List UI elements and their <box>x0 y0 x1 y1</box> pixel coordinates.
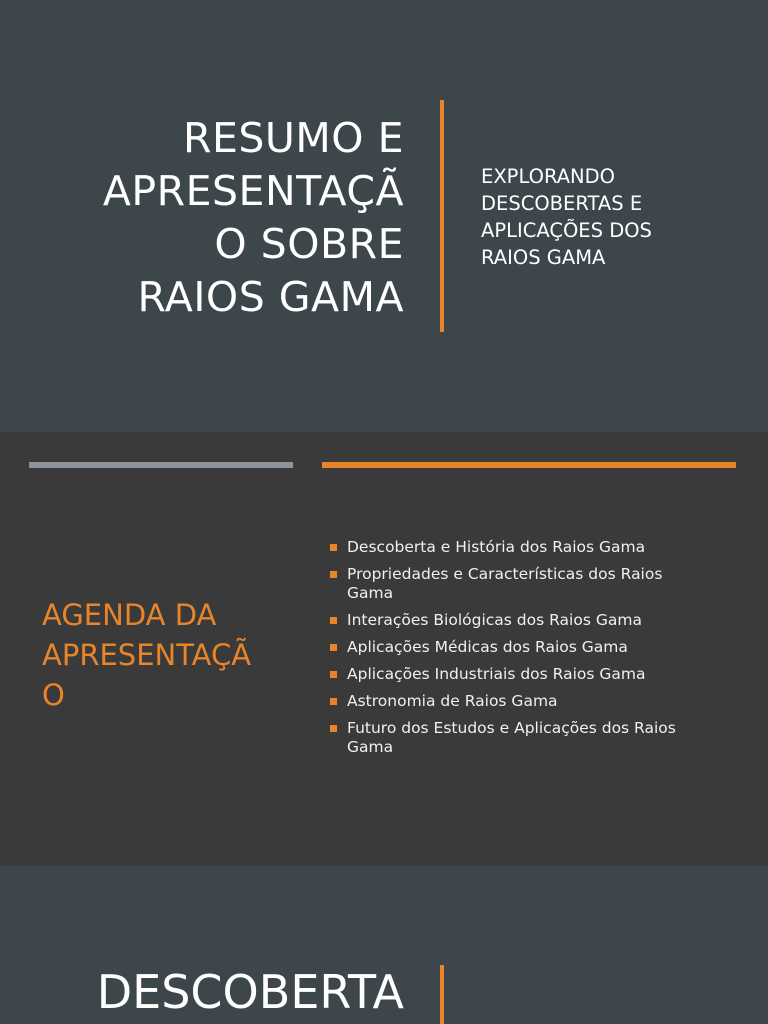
agenda-title-line: APRESENTAÇÃ <box>42 638 252 672</box>
agenda-item-text: Aplicações Médicas dos Raios Gama <box>347 638 628 656</box>
square-bullet-icon <box>330 671 337 678</box>
title-slide <box>0 0 768 432</box>
agenda-item-text: Descoberta e História dos Raios Gama <box>347 538 646 556</box>
agenda-title <box>42 595 282 715</box>
slide-subtitle-line: DESCOBERTAS E <box>481 192 643 215</box>
slide-title-line: O SOBRE <box>214 220 404 268</box>
slide-subtitle <box>481 163 741 271</box>
slide-subtitle-line: EXPLORANDO <box>481 165 616 188</box>
discovery-slide <box>0 866 768 1024</box>
slide-subtitle-line: RAIOS GAMA <box>481 246 606 269</box>
accent-divider <box>440 100 444 332</box>
agenda-item <box>329 565 709 603</box>
agenda-item-text: Aplicações Industriais dos Raios Gama <box>347 665 646 683</box>
gray-header-rule <box>29 462 293 468</box>
slide-title-line: RAIOS GAMA <box>137 273 404 321</box>
agenda-title-line: O <box>42 678 65 712</box>
agenda-item <box>329 665 709 684</box>
square-bullet-icon <box>330 644 337 651</box>
slide-title <box>44 112 404 324</box>
agenda-item-text: Propriedades e Características dos Raios Gama <box>347 565 663 602</box>
square-bullet-icon <box>330 617 337 624</box>
square-bullet-icon <box>330 544 337 551</box>
agenda-item <box>329 638 709 657</box>
accent-divider <box>440 965 444 1024</box>
agenda-item <box>329 611 709 630</box>
agenda-item-text: Interações Biológicas dos Raios Gama <box>347 611 642 629</box>
orange-header-rule <box>322 462 736 468</box>
slide-subtitle-line: APLICAÇÕES DOS <box>481 219 652 242</box>
square-bullet-icon <box>330 725 337 732</box>
agenda-list <box>329 538 709 765</box>
slide-title-line: RESUMO E <box>182 114 404 162</box>
agenda-item-text: Futuro dos Estudos e Aplicações dos Raios Gama <box>347 719 676 756</box>
discovery-title: DESCOBERTA <box>96 965 404 1019</box>
agenda-slide <box>0 432 768 866</box>
agenda-item <box>329 538 709 557</box>
square-bullet-icon <box>330 571 337 578</box>
agenda-item-text: Astronomia de Raios Gama <box>347 692 558 710</box>
agenda-item <box>329 692 709 711</box>
square-bullet-icon <box>330 698 337 705</box>
agenda-title-line: AGENDA DA <box>42 598 217 632</box>
slide-title-line: APRESENTAÇÃ <box>102 167 404 215</box>
agenda-item <box>329 719 709 757</box>
